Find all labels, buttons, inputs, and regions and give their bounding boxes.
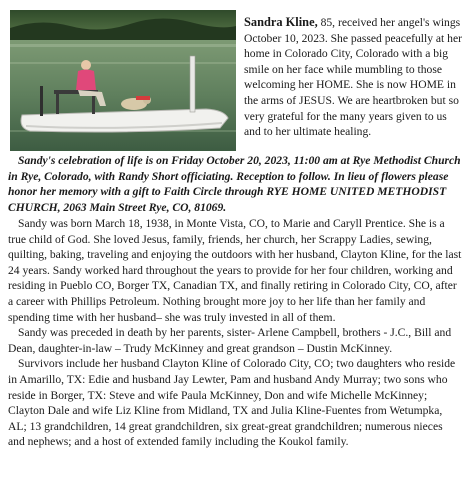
obituary-body — [8, 216, 462, 450]
photo-icon — [10, 10, 236, 151]
survivors-paragraph: Survivors include her husband Clayton Kline of Colorado City, CO; two daughters who reside in Amarillo, TX: Edie and husband Jay Lewter, Pam and husband Andy Murray; two sons who reside in Borger, TX: Steve and wife Paula McKinney, Don and wife Michelle McKinney; Clayton Dale and wife Liz Kline from Midland, TX and Julia Kline-Fuentes from Wetumpka, AL; 13 grandchildren, 14 great grandchildren, six great-great grandchildren; numerous nieces and nephews; and a host of extended family including the Koukol family. — [8, 357, 456, 449]
deceased-name: Sandra Kline, — [244, 15, 318, 29]
boat-photo — [10, 10, 236, 151]
biography-paragraph: Sandy was born March 18, 1938, in Monte Vista, CO, to Marie and Caryll Prentice. She is a true child of God. She loved Jesus, family, friends, her church, her Scrappy Ladies, sewing, quilting, baking, traveling and enjoying the outdoors with her husband, Clayton Kline, for the last 24 years. Sandy worked hard throughout the years to provide for her four children, working and residing in Pueblo CO, Borger TX, Canadian TX, and finally retiring in Colorado City, CO, after a career with Phillips Petroleum. Nothing brought more joy to her life than her family and spending time with her husband– she was truly invested in all of them. — [8, 217, 462, 324]
preceded-paragraph: Sandy was preceded in death by her parents, sister- Arlene Campbell, brothers - J.C., Bill and Dean, daughter-in-law – Trudy McKinney and great grandson – Dustin McKinney. — [8, 326, 452, 355]
intro-text: 85, received her angel's wings October 10, 2023. She passed peacefully at her home in Colorado City, Colorado with a big smile on her face while mumbling to those welcoming her HOME. She is now HOME in the arms of JESUS. We are heartbroken but so very grateful for the many years given to us and to her ultimate healing. — [244, 16, 462, 139]
service-notice: Sandy's celebration of life is on Friday October 20, 2023, 11:00 am at Rye Methodist Church in Rye, Colorado, with Randy Short officiating. Reception to follow. In lieu of flowers please honor her memory with a gift to Faith Circle through RYE HOME UNITED METHODIST CHURCH, 2063 Main Street Rye, CO, 81069. — [8, 154, 461, 214]
intro-paragraph — [244, 15, 464, 140]
